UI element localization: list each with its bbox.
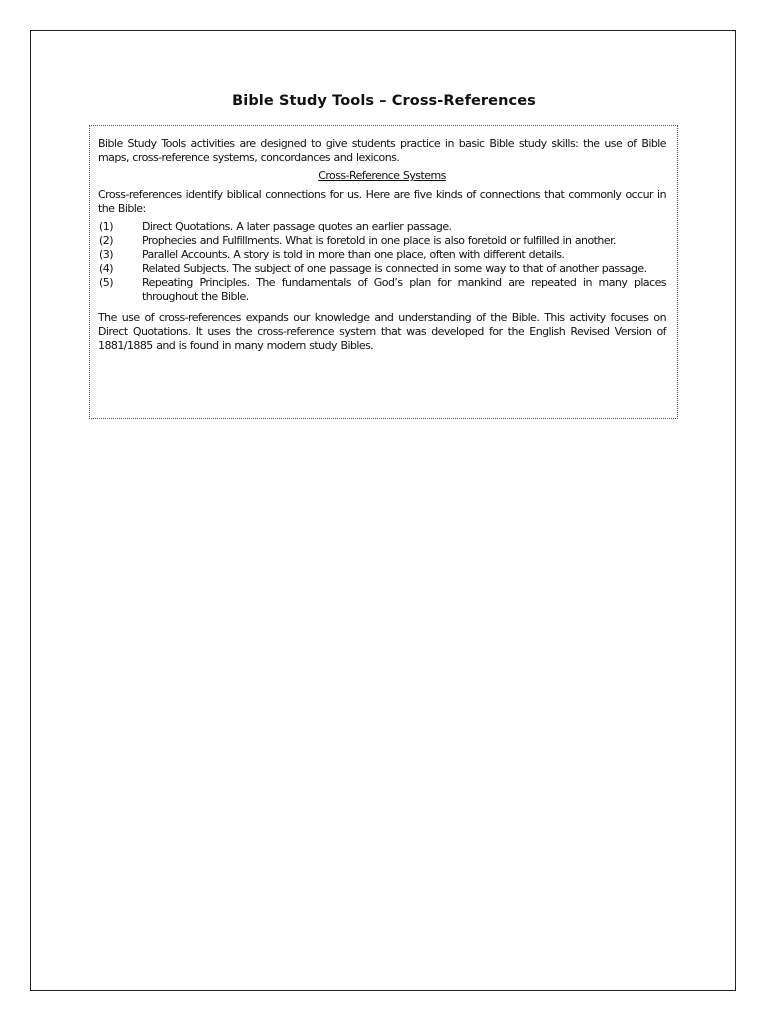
list-item-number: (1) [99,220,113,233]
connection-list [98,220,666,304]
list-item-number: (5) [99,276,113,289]
list-item [99,276,666,304]
section-subheading: Cross-Reference Systems [318,169,446,182]
list-item [99,220,666,234]
list-item-number: (3) [99,248,113,261]
list-item [99,248,666,262]
list-item-text: Related Subjects. The subject of one passage is connected in some way to that of another passage. [142,262,647,275]
page-title: Bible Study Tools – Cross-References [232,93,536,109]
content-box [89,125,678,419]
list-item-text: Parallel Accounts. A story is told in more than one place, often with different details. [142,248,565,261]
lead-paragraph: Cross-references identify biblical connections for us. Here are five kinds of connections that commonly occur in the Bible: [98,188,666,215]
list-item-text: Prophecies and Fulfillments. What is foretold in one place is also foretold or fulfilled in another. [142,234,616,247]
list-item-number: (4) [99,262,113,275]
intro-paragraph: Bible Study Tools activities are designed to give students practice in basic Bible study skills: the use of Bible maps, cross-reference systems, concordances and lexicons. [98,137,666,164]
closing-paragraph: The use of cross-references expands our knowledge and understanding of the Bible. This activity focuses on Direct Quotations. It uses the cross-reference system that was developed for the English Revised Version of 1881/1885 and is found in many modern study Bibles. [98,311,666,352]
list-item [99,234,666,248]
list-item-number: (2) [99,234,113,247]
list-item [99,262,666,276]
list-item-text: Repeating Principles. The fundamentals of God’s plan for mankind are repeated in many places throughout the Bible. [142,276,666,303]
list-item-text: Direct Quotations. A later passage quotes an earlier passage. [142,220,452,233]
